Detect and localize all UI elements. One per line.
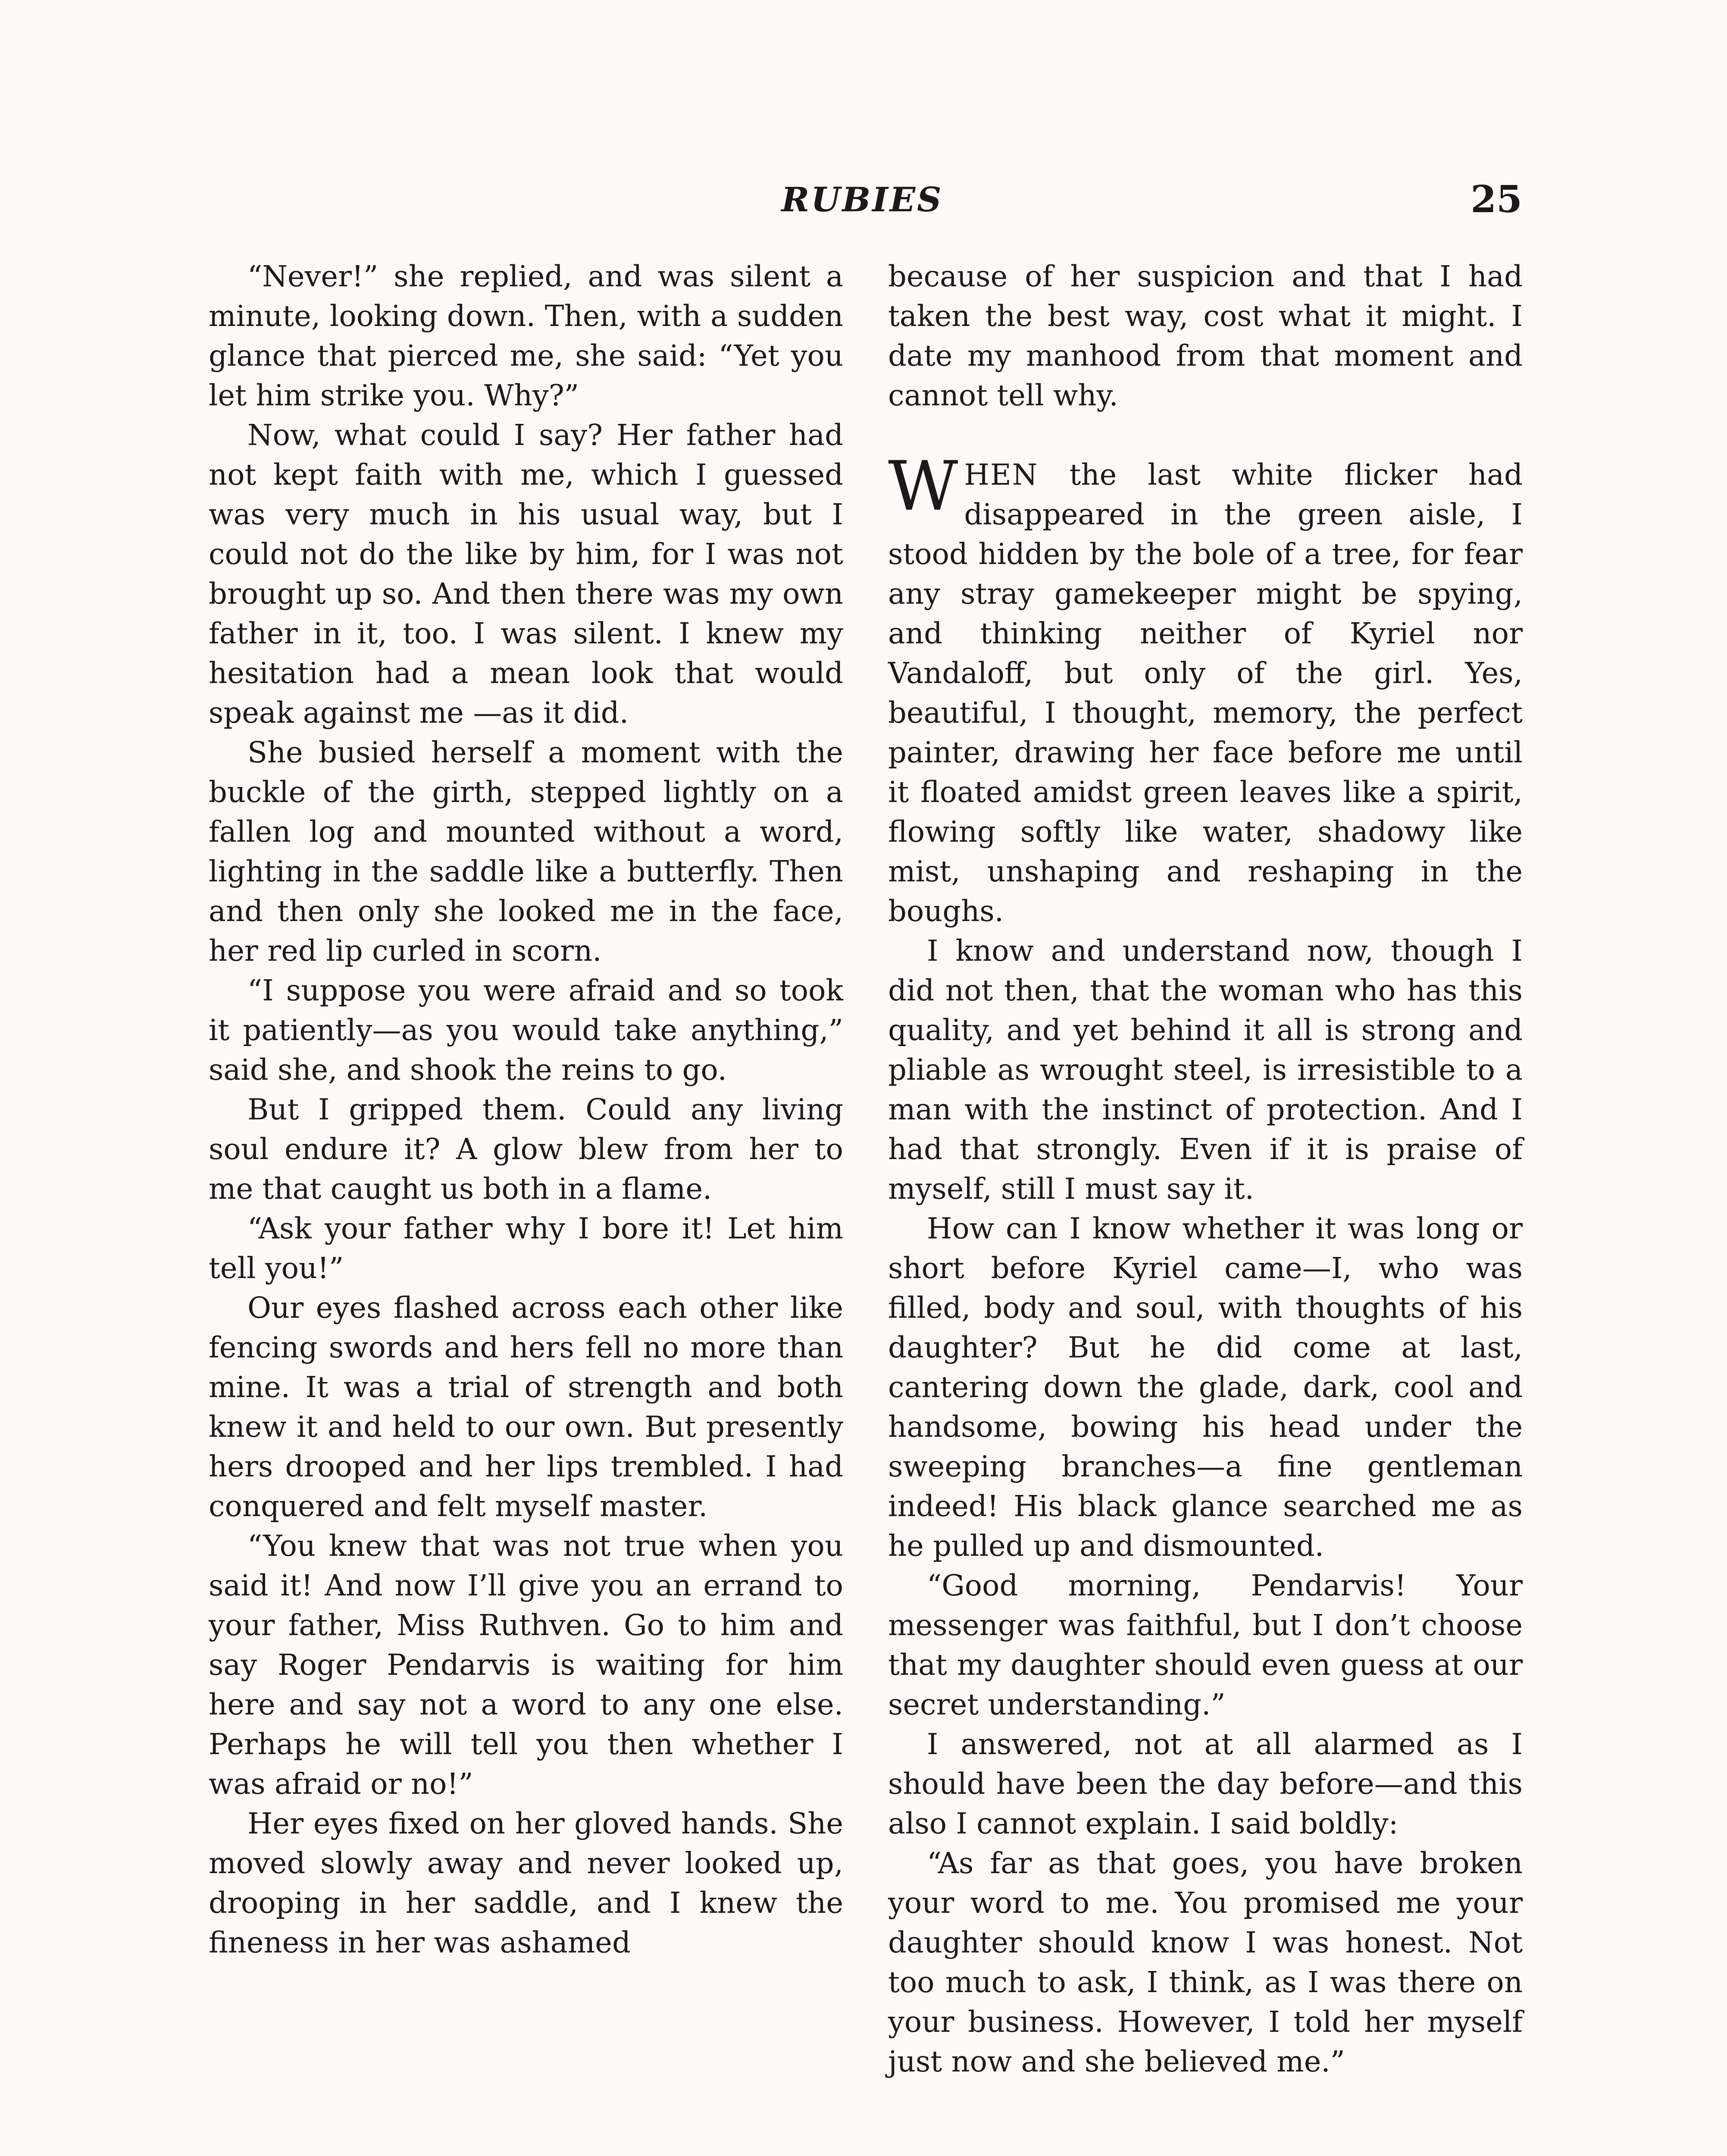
paragraph: “As far as that goes, you have broken your word to me. You promised me your daughter should know I was honest. Not too much to ask, I think, as I was there on your business. However, I told her myself just now and she believed me.”	[888, 1846, 1523, 2078]
continuation-paragraph: because of her suspicion and that I had taken the best way, cost what it might. I date my manhood from that moment and cannot tell why.	[888, 260, 1523, 412]
paragraph: I answered, not at all alarmed as I should have been the day before—and this also I cannot explain. I said boldly:	[888, 1727, 1523, 1840]
paragraph: “Ask your father why I bore it! Let him tell you!”	[209, 1212, 843, 1285]
paragraph: I know and understand now, though I did not then, that the woman who has this quality, and yet behind it all is strong and pliable as wrought steel, is irresistible to a man with the instinct of protection. And I had that strongly. Even if it is praise of myself, still I must say it.	[888, 934, 1523, 1206]
paragraph: How can I know whether it was long or short before Kyriel came—I, who was filled, body and soul, with thoughts of his daughter? But he did come at last, cantering down the glade, dark, cool and handsome, bowing his head under the sweeping branches—a fine gentleman indeed! His black glance searched me as he pulled up and dismounted.	[888, 1212, 1523, 1563]
paragraph: Her eyes fixed on her gloved hands. She moved slowly away and never looked up, drooping in her saddle, and I knew the fineness in her was ashamed	[209, 1807, 843, 1959]
paragraph: “Never!” she replied, and was silent a minute, looking down. Then, with a sudden glance that pierced me, she said: “Yet you let him strike you. Why?”	[209, 260, 843, 412]
paragraph: “You knew that was not true when you said it! And now I’ll give you an errand to your father, Miss Ruthven. Go to him and say Roger Pendarvis is waiting for him here and say not a word to any one else. Perhaps he will tell you then whether I was afraid or no!”	[209, 1529, 843, 1801]
section-opening-words: HEN	[964, 458, 1039, 492]
paragraph: She busied herself a moment with the buckle of the girth, stepped lightly on a fallen log and mounted without a word, lighting in the saddle like a butterfly. Then and then only she looked me in the face, her red lip curled in scorn.	[209, 736, 843, 968]
left-column	[209, 257, 843, 1962]
running-title: RUBIES	[781, 180, 943, 219]
section-first-paragraph	[888, 447, 1523, 931]
paragraph: Our eyes flashed across each other like fencing swords and hers fell no more than mine. It was a trial of strength and both knew it and held to our own. But presently hers drooped and her lips trembled. I had conquered and felt myself master.	[209, 1291, 843, 1523]
paragraph: Now, what could I say? Her father had not kept faith with me, which I guessed was very much in his usual way, but I could not do the like by him, for I was not brought up so. And then there was my own father in it, too. I was silent. I knew my hesitation had a mean look that would speak against me —as it did.	[209, 418, 843, 730]
section-first-paragraph-text: the last white flicker had disappeared in the green aisle, I stood hidden by the bole of a tree, for fear any stray gamekeeper might be spying, and thinking neither of Kyriel nor Vandaloff, but only of the girl. Yes, beautiful, I thought, memory, the perfect painter, drawing her face before me until it floated amidst green leaves like a spirit, flowing softly like water, shadowy like mist, unshaping and reshaping in the boughs.	[888, 458, 1523, 928]
page-number: 25	[1470, 178, 1522, 221]
right-column	[888, 257, 1523, 2081]
drop-cap: W	[888, 447, 958, 526]
paragraph: “I suppose you were afraid and so took it patiently—as you would take anything,” said she, and shook the reins to go.	[209, 974, 843, 1087]
paragraph: “Good morning, Pendarvis! Your messenger was faithful, but I don’t choose that my daughter should even guess at our secret understanding.”	[888, 1569, 1523, 1721]
paragraph: But I gripped them. Could any living soul endure it? A glow blew from her to me that caught us both in a flame.	[209, 1093, 843, 1206]
